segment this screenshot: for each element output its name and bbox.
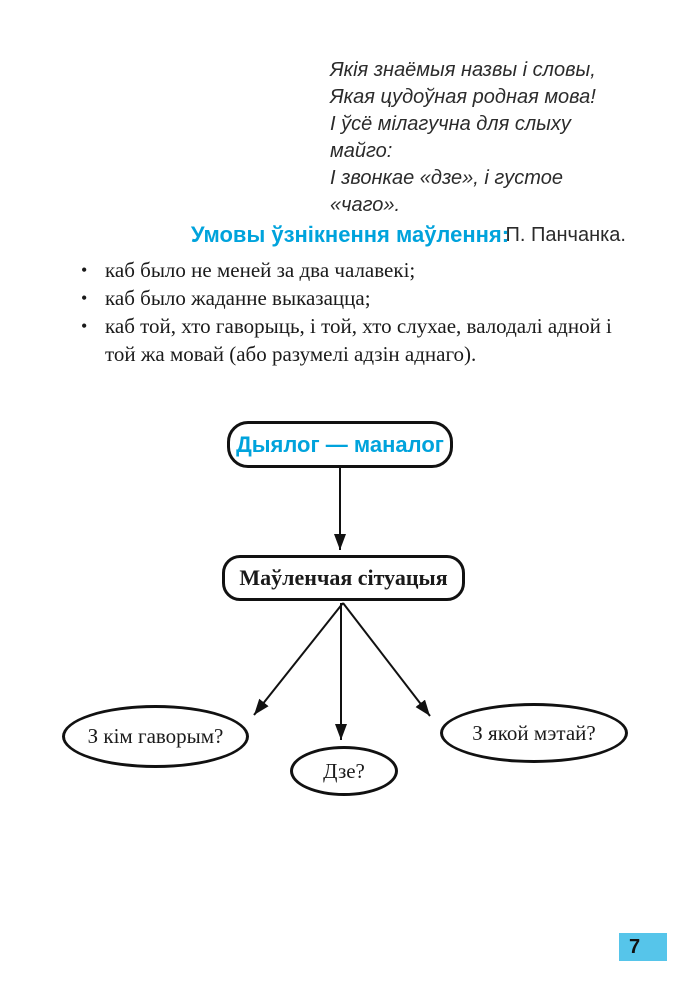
page-number: 7 bbox=[629, 935, 641, 958]
poem-line: Якая цудоўная родная мова! bbox=[330, 86, 596, 108]
poem-attribution: П. Панчанка. bbox=[505, 224, 626, 246]
list-item bbox=[80, 256, 636, 284]
poem-epigraph bbox=[330, 57, 628, 249]
list-item bbox=[80, 312, 636, 368]
poem-line: Якія знаёмыя назвы і словы, bbox=[330, 59, 596, 81]
arrow-to-right-ellipse bbox=[343, 603, 430, 716]
poem-line: І звонкае «дзе», і густое «чаго». bbox=[330, 167, 563, 216]
diagram-ellipse-purpose: З якой мэтай? bbox=[440, 703, 628, 763]
list-item bbox=[80, 284, 636, 312]
list-item-text: каб той, хто гаворыць, і той, хто слухае, валодалі адной і той жа мовай (або разумелі адзін аднаго). bbox=[105, 314, 612, 366]
diagram-node-speech-situation: Маўленчая сітуацыя bbox=[222, 555, 465, 601]
diagram-ellipse-where: Дзе? bbox=[290, 746, 398, 796]
poem-line: І ўсё мілагучна для слыху майго: bbox=[330, 113, 571, 162]
arrow-to-left-ellipse bbox=[254, 603, 343, 715]
bullet-dot: • bbox=[81, 260, 88, 280]
section-heading: Умовы ўзнікнення маўлення: bbox=[190, 222, 510, 247]
page-number-badge bbox=[619, 933, 667, 961]
diagram-ellipse-with-whom: З кім гаворым? bbox=[62, 705, 249, 768]
diagram-node-dialog-monolog: Дыялог — маналог bbox=[227, 421, 453, 468]
bullet-dot: • bbox=[81, 288, 88, 308]
conditions-list bbox=[80, 256, 636, 368]
bullet-dot: • bbox=[81, 316, 88, 336]
list-item-text: каб было жаданне выказацца; bbox=[105, 286, 371, 310]
list-item-text: каб было не меней за два чалавекі; bbox=[105, 258, 416, 282]
